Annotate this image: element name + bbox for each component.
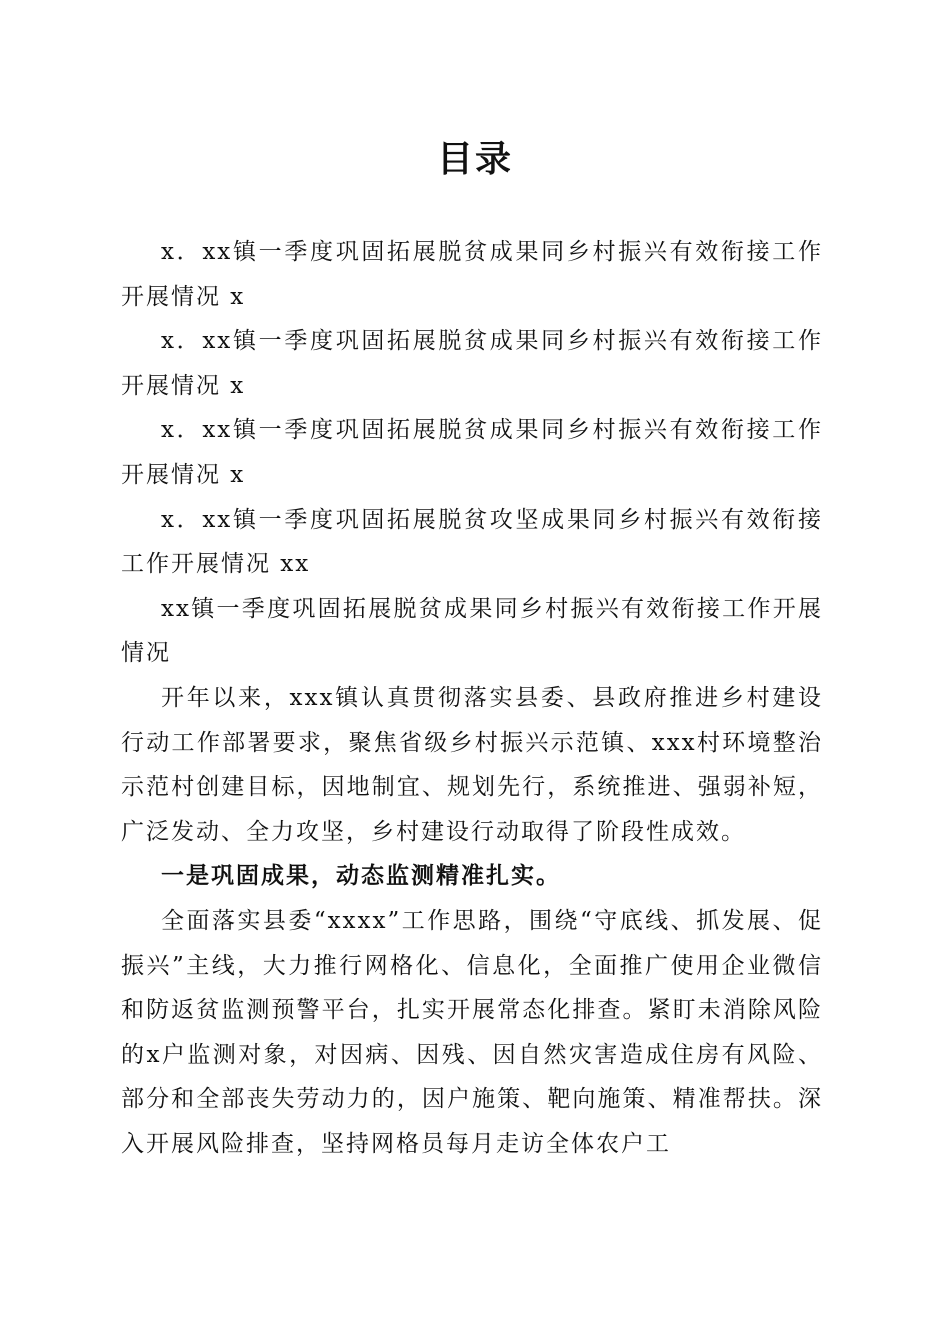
- toc-entry-1[interactable]: x．xx镇一季度巩固拓展脱贫成果同乡村振兴有效衔接工作开展情况 x: [121, 239, 823, 310]
- toc-entry-3[interactable]: x．xx镇一季度巩固拓展脱贫成果同乡村振兴有效衔接工作开展情况 x: [121, 417, 823, 488]
- intro-paragraph: 开年以来，xxx镇认真贯彻落实县委、县政府推进乡村建设行动工作部署要求，聚焦省级乡村振兴示范镇、xxx村环境整治示范村创建目标，因地制宜、规划先行，系统推进、强弱补短，广泛发动、全力攻坚，乡村建设行动取得了阶段性成效。: [121, 684, 823, 845]
- section-heading: 一是巩固成果，动态监测精准扎实。: [161, 862, 561, 890]
- page-title: 目录: [436, 138, 513, 180]
- toc-entry-2[interactable]: x．xx镇一季度巩固拓展脱贫成果同乡村振兴有效衔接工作开展情况 x: [121, 328, 823, 399]
- toc-entry-4[interactable]: x．xx镇一季度巩固拓展脱贫攻坚成果同乡村振兴有效衔接工作开展情况 xx: [121, 506, 823, 578]
- article-title: xx镇一季度巩固拓展脱贫成果同乡村振兴有效衔接工作开展情况: [121, 595, 823, 667]
- document-body: [121, 230, 823, 1166]
- section-paragraph: 全面落实县委“xxxx”工作思路，围绕“守底线、抓发展、促振兴”主线，大力推行网格化、信息化，全面推广使用企业微信和防返贫监测预警平台，扎实开展常态化排查。紧盯未消除风险的x户监测对象，对因病、因残、因自然灾害造成住房有风险、部分和全部丧失劳动力的，因户施策、靶向施策、精准帮扶。深入开展风险排查，坚持网格员每月走访全体农户工: [121, 907, 823, 1157]
